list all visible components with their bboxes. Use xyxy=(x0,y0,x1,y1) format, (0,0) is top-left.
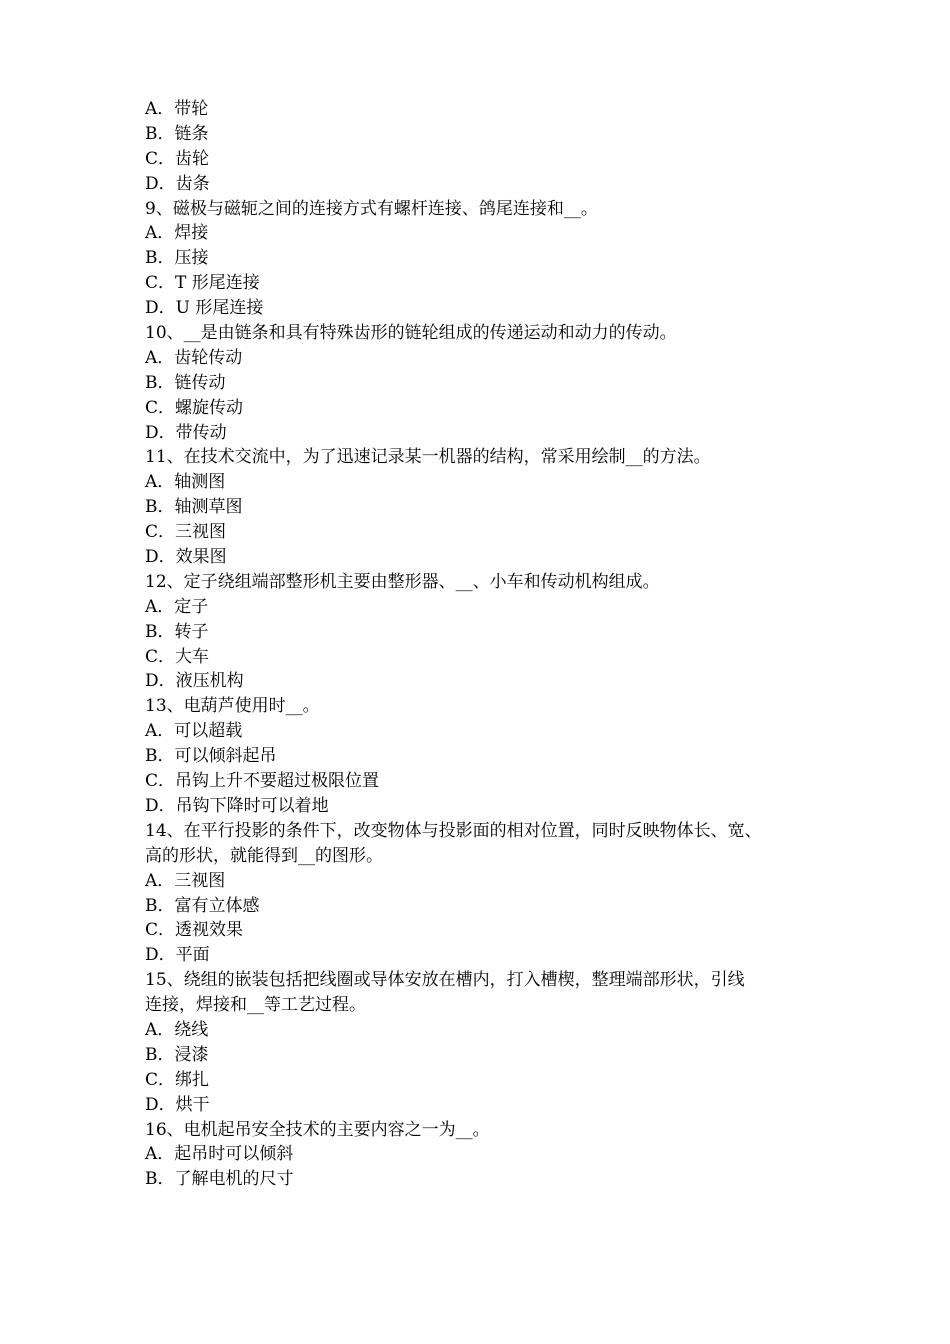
option-c: C．三视图 xyxy=(145,522,227,543)
question-11: 11、在技术交流中，为了迅速记录某一机器的结构，常采用绘制__的方法。 xyxy=(145,447,711,468)
option-b: B．转子 xyxy=(145,621,209,642)
option-d: D．齿条 xyxy=(145,173,210,194)
option-c: C．齿轮 xyxy=(145,148,210,169)
option-b: B．压接 xyxy=(145,248,209,269)
question-12: 12、定子绕组端部整形机主要由整形器、__、小车和传动机构组成。 xyxy=(145,571,660,592)
option-c: C．吊钩上升不要超过极限位置 xyxy=(145,771,380,792)
option-a: A．三视图 xyxy=(145,870,226,891)
option-c: C．大车 xyxy=(145,646,210,667)
question-9: 9、磁极与磁轭之间的连接方式有螺杆连接、鸽尾连接和__。 xyxy=(145,198,598,219)
option-b: B．链传动 xyxy=(145,372,226,393)
option-b: B．链条 xyxy=(145,123,209,144)
option-b: B．可以倾斜起吊 xyxy=(145,746,277,767)
option-a: A．焊接 xyxy=(145,223,209,244)
option-c: C．透视效果 xyxy=(145,920,244,941)
question-15-line-2: 连接，焊接和__等工艺过程。 xyxy=(145,995,366,1016)
option-a: A．齿轮传动 xyxy=(145,347,243,368)
option-b: B．了解电机的尺寸 xyxy=(145,1169,294,1190)
question-14-line-2: 高的形状，就能得到__的图形。 xyxy=(145,845,383,866)
option-d: D．效果图 xyxy=(145,547,227,568)
option-a: A．轴测图 xyxy=(145,472,226,493)
question-16: 16、电机起吊安全技术的主要内容之一为__。 xyxy=(145,1119,490,1140)
question-10: 10、__是由链条和具有特殊齿形的链轮组成的传递运动和动力的传动。 xyxy=(145,323,677,344)
question-15-line-1: 15、绕组的嵌装包括把线圈或导体安放在槽内，打入槽楔，整理端部形状，引线 xyxy=(145,970,745,991)
option-d: D．平面 xyxy=(145,945,210,966)
option-c: C．T 形尾连接 xyxy=(145,273,260,294)
option-a: A．起吊时可以倾斜 xyxy=(145,1144,294,1165)
option-c: C．螺旋传动 xyxy=(145,397,244,418)
option-c: C．绑扎 xyxy=(145,1069,210,1090)
option-b: B．浸漆 xyxy=(145,1044,209,1065)
question-14-line-1: 14、在平行投影的条件下，改变物体与投影面的相对位置，同时反映物体长、宽、 xyxy=(145,820,762,841)
option-a: A．可以超载 xyxy=(145,721,243,742)
option-a: A．带轮 xyxy=(145,99,209,119)
option-d: D．带传动 xyxy=(145,422,227,443)
option-d: D．吊钩下降时可以着地 xyxy=(145,795,329,816)
option-d: D．液压机构 xyxy=(145,671,244,692)
question-13: 13、电葫芦使用时__。 xyxy=(145,696,320,717)
option-b: B．轴测草图 xyxy=(145,497,243,518)
option-a: A．定子 xyxy=(145,596,209,617)
document-page xyxy=(145,97,825,1192)
option-a: A．绕线 xyxy=(145,1019,209,1040)
option-d: D．烘干 xyxy=(145,1094,210,1115)
option-d: D．U 形尾连接 xyxy=(145,298,264,319)
option-b: B．富有立体感 xyxy=(145,895,260,916)
